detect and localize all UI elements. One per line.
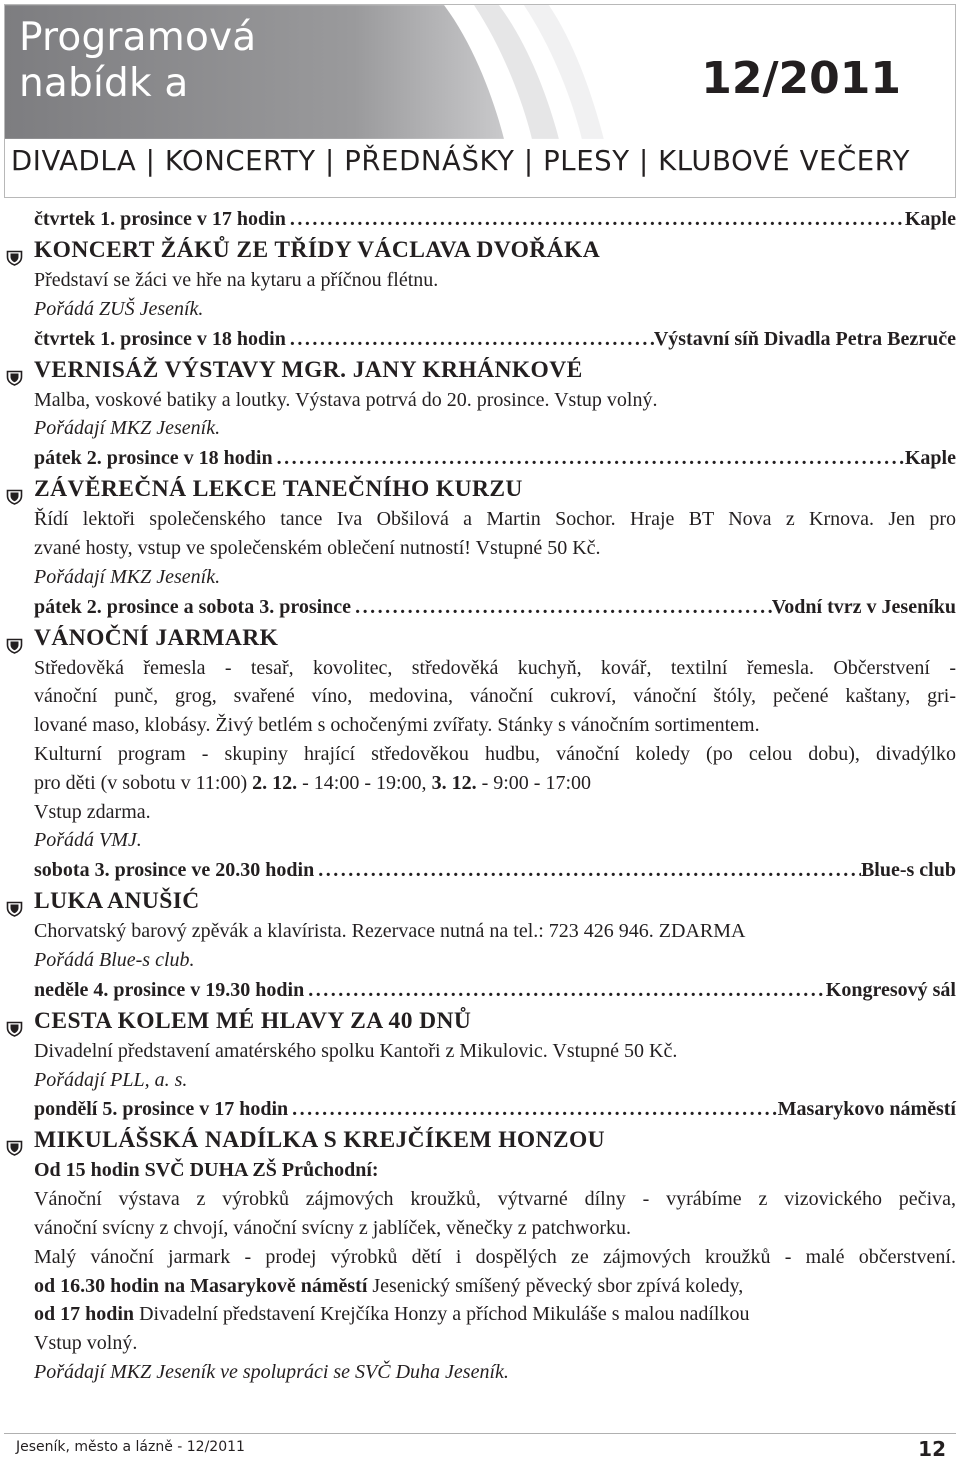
event-organizer: Pořádají MKZ Jeseník ve spolupráci se SVČ Duha Jeseník. [34,1360,509,1383]
event-description-line: Vstup volný. [34,1332,138,1355]
event-title-row [34,235,960,266]
event-description-line: Kulturní program - skupiny hrající středověkou hudbu, vánoční koledy (po celou dobu), divadýlko [34,742,956,765]
event-text: Divadelní představení Krejčíka Honzy a příchod Mikuláše s malou nadílkou [134,1303,750,1326]
event-text-bold: od 17 hodin [34,1303,135,1326]
event-title-row [34,1006,960,1037]
event-datetime: pátek 2. prosince v 18 hodin [34,447,273,470]
shield-icon [6,364,23,380]
event-description-line [34,1156,960,1185]
event-title: ZÁVĚREČNÁ LEKCE TANEČNÍHO KURZU [34,476,523,503]
dot-leader [351,592,772,623]
event-description-line: Představí se žáci ve hře na kytaru a příčnou flétnu. [34,269,439,291]
event-title: KONCERT ŽÁKŮ ZE TŘÍDY VÁCLAVA DVOŘÁKA [34,237,601,263]
event-list [0,204,960,1387]
header-title [19,15,256,107]
event-title-row [34,623,960,654]
event-description-line: Řídí lektoři společenského tance Iva Obšilová a Martin Sochor. Hraje BT Nova z Krnova. Jen pro [34,508,956,531]
event-entry [0,324,960,444]
header-title-line1: Programová [19,15,257,60]
shield-icon [6,244,23,260]
event-text-bold: 2. 12. [252,771,298,794]
event-entry [0,855,960,975]
event-text-bold: Od 15 hodin SVČ DUHA ZŠ Průchodní: [34,1159,379,1182]
event-title: VERNISÁŽ VÝSTAVY MGR. JANY KRHÁNKOVÉ [34,356,583,383]
dot-leader [286,204,905,235]
event-entry [0,975,960,1095]
event-description-line: lované maso, klobásy. Živý betlém s ochočenými zvířaty. Stánky s vánočním sortimentem. [34,714,760,737]
event-meta [34,975,956,1006]
event-datetime: čtvrtek 1. prosince v 18 hodin [34,327,286,350]
page-header [4,4,956,198]
event-datetime: sobota 3. prosince ve 20.30 hodin [34,859,315,882]
event-text-bold: 3. 12. [431,771,477,794]
event-venue: Vodní tvrz v Jeseníku [771,595,956,618]
event-title-row [34,1125,960,1156]
footer-divider [4,1433,956,1434]
header-title-line2: nabídk a [19,61,189,106]
event-datetime: neděle 4. prosince v 19.30 hodin [34,978,305,1001]
event-meta [34,324,956,355]
event-entry [0,204,960,324]
shield-icon [6,1134,23,1150]
event-title-row [34,355,960,386]
event-title-row [34,474,960,505]
event-entry [0,443,960,591]
event-text: Jesenický smíšený pěvecký sbor zpívá koledy, [367,1274,744,1297]
event-organizer: Pořádají MKZ Jeseník. [34,417,221,440]
category-bar: DIVADLA | KONCERTY | PŘEDNÁŠKY | PLESY | KLUBOVÉ VEČERY [11,145,911,177]
event-meta [34,443,956,474]
event-meta [34,592,956,623]
dot-leader [273,443,905,474]
event-text-bold: od 16.30 hodin na Masarykově náměstí [34,1274,368,1297]
shield-icon [6,1015,23,1031]
event-title: VÁNOČNÍ JARMARK [34,624,279,651]
event-meta [34,855,956,886]
event-text: - 14:00 - 19:00, [297,771,432,794]
event-description-line [34,1300,960,1329]
event-description-line: Vánoční výstava z výrobků zájmových kroužků, výtvarné dílny - vyrábíme z vizovického pečiva, [34,1188,956,1211]
event-description-line: Středověká řemesla - tesař, kovolitec, středověká kuchyň, kovář, textilní řemesla. Občerstvení - [34,656,956,679]
event-organizer: Pořádá ZUŠ Jeseník. [34,297,204,320]
event-venue: Kaple [904,447,956,470]
event-venue: Kaple [904,208,956,230]
event-description-line: Divadelní představení amatérského spolku Kantoři z Mikulovic. Vstupné 50 Kč. [34,1039,678,1062]
page-number: 12 [918,1437,946,1460]
event-venue: Výstavní síň Divadla Petra Bezruče [653,327,956,350]
footer-publication: Jeseník, město a lázně - 12/2011 [16,1439,245,1455]
event-meta [34,204,956,235]
event-description-line: Vstup zdarma. [34,800,151,823]
event-description-line: Malý vánoční jarmark - prodej výrobků dětí i dospělých ze zájmových kroužků - malé občerstvení. [34,1245,956,1268]
dot-leader [286,324,654,355]
event-title: CESTA KOLEM MÉ HLAVY ZA 40 DNŮ [34,1007,472,1034]
event-description-line [34,769,960,798]
shield-icon [6,483,23,499]
dot-leader [304,975,826,1006]
event-description-line: Chorvatský barový zpěvák a klavírista. Rezervace nutná na tel.: 723 426 946. ZDARMA [34,920,746,943]
event-title: MIKULÁŠSKÁ NADÍLKA S KREJČÍKEM HONZOU [34,1127,606,1154]
event-organizer: Pořádá VMJ. [34,829,142,852]
event-title-row [34,886,960,917]
event-organizer: Pořádají MKZ Jeseník. [34,565,221,588]
event-datetime: čtvrtek 1. prosince v 17 hodin [34,208,286,230]
event-entry [0,592,960,856]
event-text: pro děti (v sobotu v 11:00) [34,771,253,794]
event-venue: Blue-s club [860,859,956,882]
event-datetime: pondělí 5. prosince v 17 hodin [34,1098,289,1121]
event-entry [0,1094,960,1386]
dot-leader [314,855,861,886]
dot-leader [288,1094,778,1125]
event-text: - 9:00 - 17:00 [476,771,591,794]
header-banner [5,5,955,139]
event-description-line: Malba, voskové batiky a loutky. Výstava potrvá do 20. prosince. Vstup volný. [34,388,658,411]
event-organizer: Pořádá Blue-s club. [34,948,195,971]
event-venue: Kongresový sál [825,978,956,1001]
issue-number: 12/2011 [701,53,901,104]
shield-icon [6,632,23,648]
event-venue: Masarykovo náměstí [777,1098,956,1121]
shield-icon [6,895,23,911]
event-description-line: zvané hosty, vstup ve společenském oblečení nutností! Vstupné 50 Kč. [34,536,601,559]
event-datetime: pátek 2. prosince a sobota 3. prosince [34,595,352,618]
event-meta [34,1094,956,1125]
event-organizer: Pořádají PLL, a. s. [34,1068,188,1091]
event-description-line: vánoční punč, grog, svařené víno, medovina, vánoční cukroví, vánoční štóly, pečené kaštany, gri- [34,685,956,708]
event-title: LUKA ANUŠIĆ [34,888,200,915]
event-description-line [34,1272,960,1301]
event-description-line: vánoční svícny z chvojí, vánoční svícny z jablíček, věnečky z patchworku. [34,1216,632,1239]
